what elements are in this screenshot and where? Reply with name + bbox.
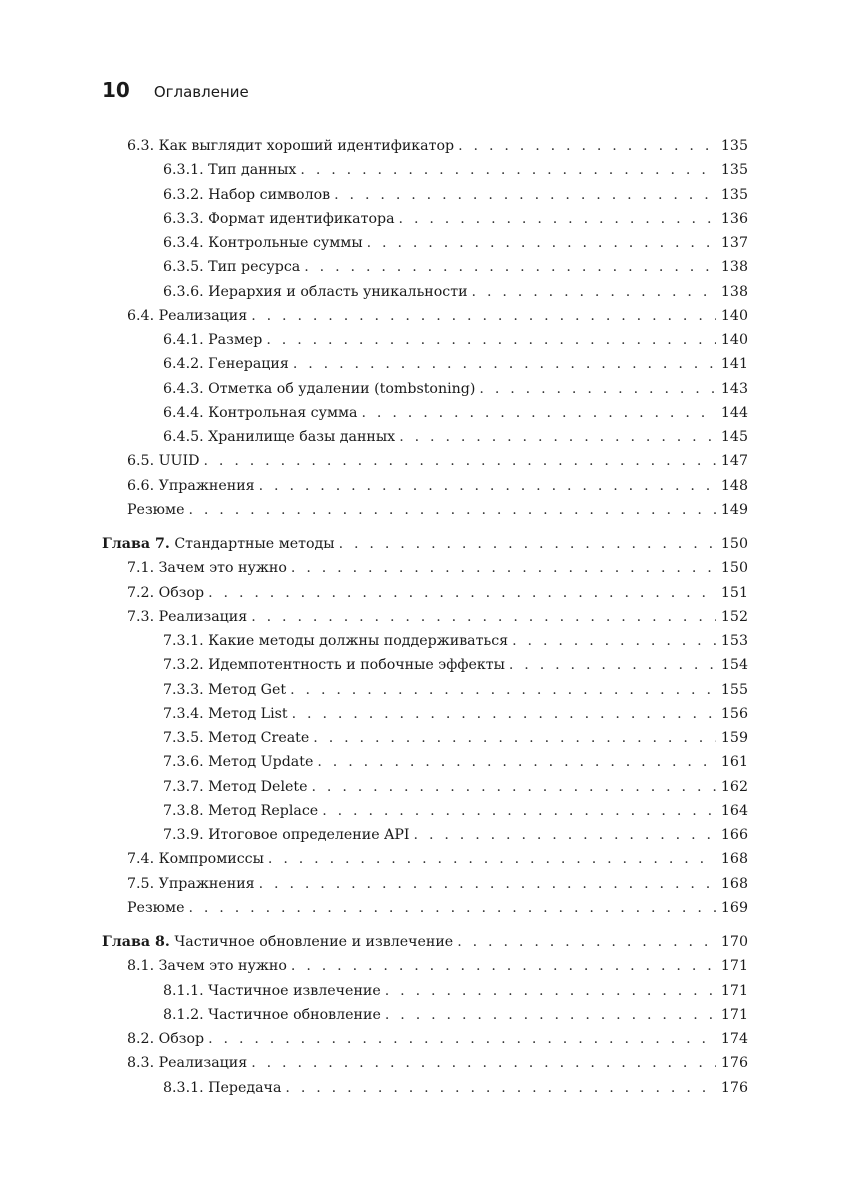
toc-entry-label	[127, 896, 184, 920]
toc-entry	[163, 352, 748, 376]
toc-entry-label	[163, 726, 309, 750]
toc-dot-leader	[188, 498, 716, 522]
toc-dot-leader	[208, 1027, 716, 1051]
page-number: 10	[102, 78, 130, 102]
toc-entry-label	[163, 377, 475, 401]
toc-entry	[163, 775, 748, 799]
toc-entry-label	[127, 304, 247, 328]
toc-entry	[127, 954, 748, 978]
toc-entry	[163, 401, 748, 425]
toc-entry	[163, 726, 748, 750]
toc-dot-leader	[300, 158, 716, 182]
toc-entry-label	[163, 979, 381, 1003]
toc-entry-page: 138	[720, 283, 748, 300]
toc-entry-page: 166	[720, 827, 748, 843]
toc-entry	[127, 605, 748, 629]
toc-entry-page: 159	[720, 730, 748, 746]
toc-dot-leader	[290, 678, 716, 702]
toc-entry	[163, 207, 748, 231]
toc-entry-page: 137	[720, 235, 748, 251]
toc-dot-leader	[208, 581, 716, 605]
toc-entry	[127, 474, 748, 498]
toc-entry	[163, 231, 748, 255]
toc-dot-leader	[251, 304, 716, 328]
toc-dot-leader	[203, 449, 716, 473]
running-header-title: Оглавление	[153, 83, 249, 101]
toc-dot-leader	[259, 474, 716, 498]
toc-entry-title: 7.3.2. Идемпотентность и побочные эффекты	[163, 657, 505, 674]
toc-entry-label	[163, 750, 313, 774]
toc-entry-label	[163, 678, 286, 702]
toc-entry-title: 8.1.2. Частичное обновление	[163, 1006, 381, 1023]
toc-dot-leader	[251, 1051, 716, 1075]
toc-chapter-prefix: Глава 8.	[102, 934, 170, 950]
toc-dot-leader	[414, 823, 716, 847]
toc-entry	[163, 328, 748, 352]
toc-chapter-entry	[102, 532, 748, 556]
toc-entry-page: 136	[720, 210, 748, 227]
toc-dot-leader	[317, 750, 716, 774]
toc-entry	[163, 678, 748, 702]
toc-entry	[127, 847, 748, 871]
toc-dot-leader	[304, 255, 716, 279]
toc-entry-label	[163, 823, 410, 847]
toc-entry-label	[163, 799, 318, 823]
toc-entry-title: 7.5. Упражнения	[127, 875, 255, 892]
toc-dot-leader	[285, 1076, 716, 1100]
toc-entry	[163, 1076, 748, 1100]
toc-entry	[163, 629, 748, 653]
toc-dot-leader	[188, 896, 716, 920]
toc-entry-page: 170	[720, 934, 748, 950]
toc-dot-leader	[399, 207, 716, 231]
toc-dot-leader	[259, 872, 716, 896]
toc-entry-page: 176	[720, 1055, 748, 1072]
toc-entry-label	[163, 158, 296, 182]
toc-entry-title: 8.3.1. Передача	[163, 1079, 282, 1096]
toc-entry-label	[163, 328, 262, 352]
toc-entry-label	[102, 930, 453, 954]
toc-entry-page: 168	[720, 851, 748, 868]
toc-entry-title: 8.3. Реализация	[127, 1055, 248, 1072]
toc-entry-page: 135	[720, 138, 748, 154]
toc-entry	[163, 377, 748, 401]
toc-entry	[127, 449, 748, 473]
toc-entry-page: 150	[720, 536, 748, 552]
toc-entry-page: 152	[720, 608, 748, 625]
toc-entry-label	[163, 280, 468, 304]
toc-entry-title: 8.1. Зачем это нужно	[127, 958, 287, 975]
toc-dot-leader	[457, 930, 716, 954]
toc-entry-label	[163, 653, 505, 677]
toc-entry-title: 7.4. Компромиссы	[127, 851, 264, 868]
toc-entry-title: 8.2. Обзор	[127, 1031, 205, 1047]
toc-entry-label	[102, 532, 335, 556]
toc-entry-title: 8.1.1. Частичное извлечение	[163, 982, 381, 999]
toc-entry-label	[163, 629, 508, 653]
toc-dot-leader	[367, 231, 716, 255]
toc-entry-title: 6.3.1. Тип данных	[163, 162, 297, 179]
toc-entry-page: 156	[720, 705, 748, 722]
toc-entry-label	[127, 605, 247, 629]
toc-entry-title: 6.3.5. Тип ресурса	[163, 259, 301, 276]
toc-entry-page: 138	[720, 259, 748, 276]
toc-dot-leader	[472, 280, 716, 304]
toc-entry-label	[127, 1051, 247, 1075]
toc-dot-leader	[293, 352, 716, 376]
toc-entry-page: 140	[720, 332, 748, 348]
toc-entry	[163, 799, 748, 823]
toc-entry-title: 7.3.3. Метод Get	[163, 681, 287, 698]
toc-entry-title: Стандартные методы	[174, 536, 335, 552]
toc-entry-title: 7.3.5. Метод Create	[163, 730, 310, 746]
toc-dot-leader	[322, 799, 716, 823]
toc-entry-label	[163, 183, 330, 207]
toc-entry-page: 171	[720, 958, 748, 975]
toc-entry-page: 144	[720, 404, 748, 421]
toc-entry-page: 151	[720, 584, 748, 601]
toc-dot-leader	[339, 532, 716, 556]
toc-entry	[127, 896, 748, 920]
toc-entry-title: 6.3.4. Контрольные суммы	[163, 235, 363, 251]
toc-dot-leader	[291, 556, 716, 580]
toc-entry-page: 143	[720, 380, 748, 397]
running-header	[102, 78, 249, 104]
toc-entry-title: 6.6. Упражнения	[127, 477, 255, 494]
toc-entry-page: 141	[720, 356, 748, 373]
toc-dot-leader	[385, 979, 716, 1003]
toc-entry-title: 7.1. Зачем это нужно	[127, 560, 287, 577]
toc-entry	[127, 556, 748, 580]
toc-entry	[163, 750, 748, 774]
toc-entry-title: 6.4.3. Отметка об удалении (tombstoning)	[163, 380, 476, 397]
toc-entry	[127, 498, 748, 522]
toc-entry-title: 6.4.2. Генерация	[163, 356, 289, 373]
toc-dot-leader	[362, 401, 716, 425]
toc-entry-page: 171	[720, 1006, 748, 1023]
toc-entry	[163, 823, 748, 847]
toc-dot-leader	[385, 1003, 716, 1027]
toc-entry	[163, 255, 748, 279]
toc-entry-label	[163, 231, 363, 255]
toc-entry	[163, 280, 748, 304]
toc-entry-title: 7.3.1. Какие методы должны поддерживаться	[163, 633, 509, 649]
toc-entry-page: 164	[720, 802, 748, 819]
toc-entry-label	[127, 954, 287, 978]
toc-entry-title: Частичное обновление и извлечение	[174, 934, 454, 950]
toc-entry	[163, 158, 748, 182]
toc-entry-label	[163, 425, 395, 449]
toc-entry-page: 168	[720, 875, 748, 892]
toc-entry-title: 6.5. UUID	[127, 453, 200, 470]
toc-dot-leader	[266, 328, 716, 352]
toc-entry-page: 161	[720, 754, 748, 771]
toc-entry-label	[163, 702, 288, 726]
toc-entry-page: 145	[720, 429, 748, 445]
toc-entry-page: 154	[720, 657, 748, 674]
toc-entry	[163, 183, 748, 207]
toc-entry-page: 149	[720, 501, 748, 518]
toc-dot-leader	[292, 702, 716, 726]
toc-entry-label	[127, 498, 184, 522]
toc-entry	[163, 653, 748, 677]
toc-entry-title: 7.3.6. Метод Update	[163, 754, 314, 771]
toc-entry-page: 150	[720, 560, 748, 577]
toc-entry-page: 171	[720, 982, 748, 999]
toc-entry	[127, 1027, 748, 1051]
toc-dot-leader	[251, 605, 716, 629]
toc-entry	[163, 979, 748, 1003]
toc-entry-label	[127, 474, 255, 498]
toc-entry-label	[163, 255, 300, 279]
toc-entry-page: 147	[720, 453, 748, 470]
toc-entry-page: 162	[720, 778, 748, 795]
toc-chapter-entry	[102, 930, 748, 954]
toc-entry-title: 6.4. Реализация	[127, 307, 248, 324]
toc-entry-page: 135	[720, 162, 748, 179]
toc-entry-title: 6.3.6. Иерархия и область уникальности	[163, 283, 468, 300]
toc-entry-label	[163, 207, 395, 231]
toc-entry-page: 169	[720, 899, 748, 916]
toc-entry-label	[163, 1076, 281, 1100]
toc-dot-leader	[291, 954, 716, 978]
toc-dot-leader	[311, 775, 716, 799]
toc-entry-page: 153	[720, 633, 748, 649]
toc-entry-label	[127, 134, 454, 158]
toc-entry-page: 174	[720, 1031, 748, 1047]
toc-entry	[163, 425, 748, 449]
toc-entry-page: 140	[720, 307, 748, 324]
toc-entry-page: 135	[720, 186, 748, 203]
toc-entry-title: 6.4.1. Размер	[163, 332, 263, 348]
toc-entry-label	[127, 847, 264, 871]
toc-entry-title: 6.3.2. Набор символов	[163, 186, 331, 203]
toc-entry	[127, 581, 748, 605]
toc-entry	[163, 1003, 748, 1027]
toc-entry-label	[163, 1003, 381, 1027]
toc-entry-label	[163, 352, 289, 376]
toc-entry-title: Резюме	[127, 501, 185, 518]
toc-entry-label	[127, 872, 255, 896]
toc-entry	[127, 134, 748, 158]
toc-entry-title: 7.3.7. Метод Delete	[163, 778, 308, 795]
toc-entry-title: 6.4.5. Хранилище базы данных	[163, 429, 396, 445]
toc-dot-leader	[399, 425, 716, 449]
toc-entry-page: 176	[720, 1079, 748, 1096]
toc-entry	[127, 872, 748, 896]
toc-dot-leader	[509, 653, 716, 677]
toc-entry-title: 7.3. Реализация	[127, 608, 248, 625]
toc-entry-page: 148	[720, 477, 748, 494]
toc-entry-title: 7.3.8. Метод Replace	[163, 802, 319, 819]
toc-dot-leader	[458, 134, 716, 158]
toc-dot-leader	[512, 629, 716, 653]
toc-entry	[127, 1051, 748, 1075]
toc-dot-leader	[334, 183, 716, 207]
toc-entry-title: 7.3.9. Итоговое определение API	[163, 827, 410, 843]
toc-entry-title: Резюме	[127, 899, 185, 916]
toc-entry	[163, 702, 748, 726]
toc-dot-leader	[313, 726, 716, 750]
toc-entry-label	[163, 401, 358, 425]
toc-entry-title: 6.4.4. Контрольная сумма	[163, 404, 358, 421]
toc-entry-page: 155	[720, 681, 748, 698]
toc-entry-title: 7.3.4. Метод List	[163, 705, 288, 722]
toc-entry-title: 6.3. Как выглядит хороший идентификатор	[127, 138, 455, 154]
toc-entry	[127, 304, 748, 328]
toc-chapter-prefix: Глава 7.	[102, 536, 170, 552]
toc-entry-title: 7.2. Обзор	[127, 584, 205, 601]
toc-dot-leader	[268, 847, 716, 871]
toc-entry-label	[127, 581, 204, 605]
toc-entry-label	[127, 1027, 204, 1051]
toc-dot-leader	[479, 377, 716, 401]
toc-entry-label	[127, 449, 199, 473]
toc-entry-title: 6.3.3. Формат идентификатора	[163, 210, 395, 227]
toc-entry-label	[127, 556, 287, 580]
toc-entry-label	[163, 775, 307, 799]
